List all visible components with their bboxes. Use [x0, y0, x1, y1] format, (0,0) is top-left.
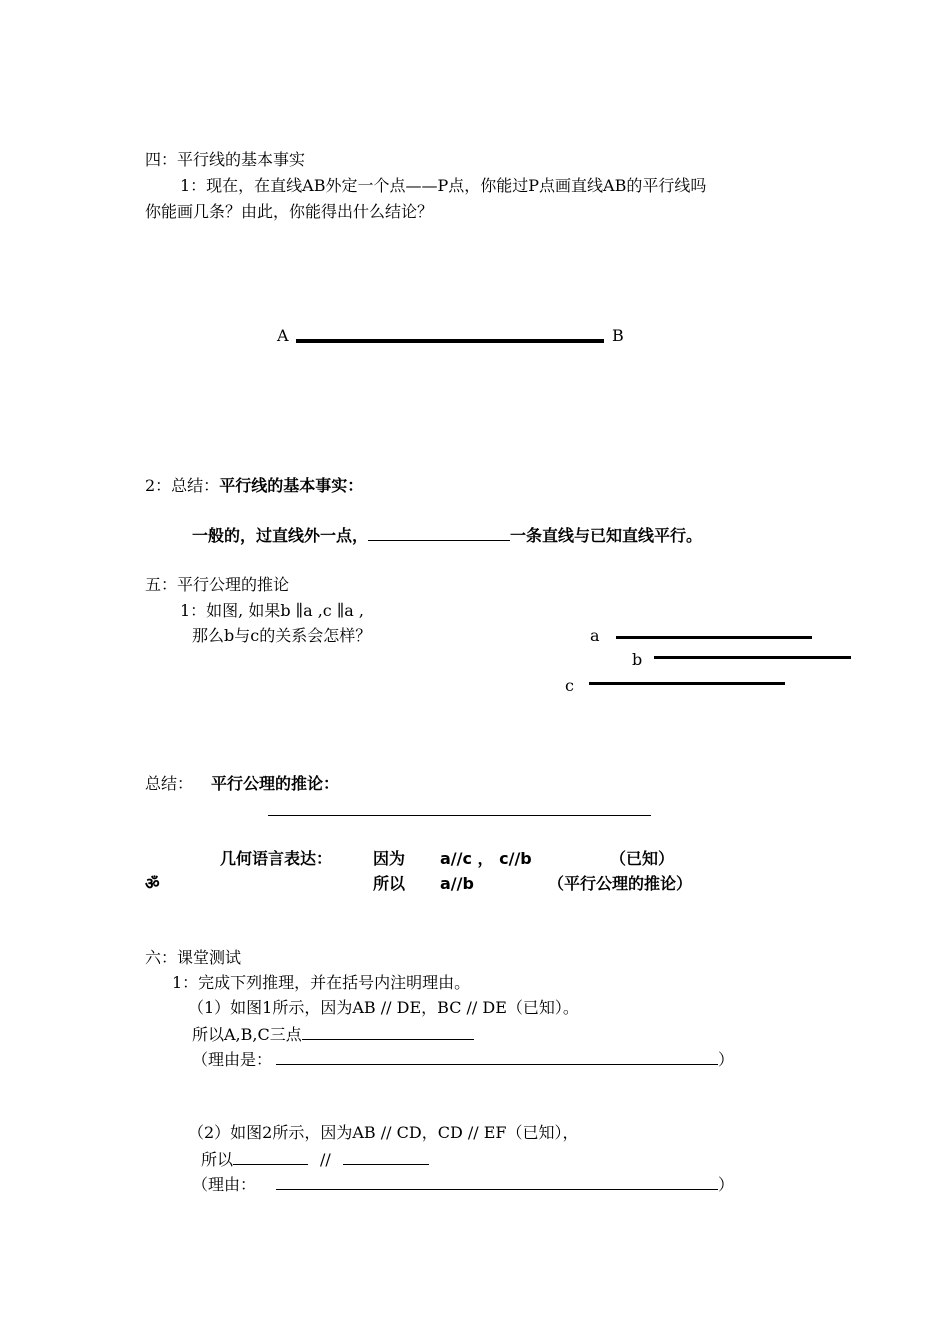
section4-question-line1: 1：现在，在直线AB外定一个点——P点，你能过P点画直线AB的平行线吗: [180, 176, 707, 195]
statement-blank[interactable]: [368, 524, 510, 541]
problem1-reason-open: （理由是：: [192, 1050, 273, 1069]
corollary-reason: （平行公理的推论）: [548, 874, 693, 893]
problem1-so-text: 所以A,B,C三点: [192, 1025, 302, 1044]
section5-question-line2: 那么b与c的关系会怎样？: [192, 626, 372, 645]
line-ab: [296, 339, 604, 343]
problem2-reason: [192, 1173, 734, 1195]
geo-language-label: 几何语言表达：: [220, 849, 333, 868]
point-label-a: A: [277, 326, 289, 345]
section4-title: 四：平行线的基本事实: [145, 150, 306, 169]
known-reason: （已知）: [610, 849, 675, 868]
line-label-a: a: [590, 626, 600, 645]
section5-summary: [145, 774, 339, 794]
problem1-line1: （1）如图1所示，因为AB // DE，BC // DE（已知）。: [188, 998, 579, 1017]
section4-question-line2: 你能画几条？由此，你能得出什么结论？: [145, 202, 434, 221]
because-expression: a//c ， c//b: [440, 849, 532, 868]
therefore-expression: a//b: [440, 874, 474, 893]
section5-title: 五：平行公理的推论: [145, 575, 290, 594]
therefore-word: 所以: [373, 874, 406, 893]
problem2-reason-close: ）: [718, 1175, 735, 1194]
basic-fact-statement: [192, 524, 702, 546]
point-label-b: B: [612, 326, 624, 345]
summary-bold: 平行线的基本事实：: [219, 476, 364, 495]
summary5-prefix: 总结：: [145, 774, 194, 793]
line-c: [589, 682, 785, 685]
corollary-answer-blank[interactable]: [268, 815, 651, 816]
because-word: 因为: [373, 849, 406, 868]
summary-prefix: 2：总结：: [145, 476, 220, 495]
problem1-reason-blank[interactable]: [276, 1048, 718, 1065]
problem2-parallel-symbol: //: [320, 1150, 331, 1169]
line-label-b: b: [632, 650, 643, 669]
section4-summary: [145, 476, 363, 496]
problem2-blank-right[interactable]: [343, 1148, 429, 1165]
problem2-line1: （2）如图2所示，因为AB // CD，CD // EF（已知），: [188, 1123, 579, 1142]
statement-before: 一般的，过直线外一点，: [192, 526, 369, 545]
section5-question-line1: 1：如图, 如果b ∥a ,c ∥a ,: [180, 601, 364, 620]
line-a: [616, 636, 812, 639]
summary5-bold: 平行公理的推论：: [211, 774, 340, 793]
problem2-reason-blank[interactable]: [276, 1173, 718, 1190]
om-symbol: ॐ: [145, 874, 160, 893]
section6-question: 1：完成下列推理，并在括号内注明理由。: [172, 973, 471, 992]
problem1-reason-close: ）: [718, 1050, 735, 1069]
problem2-reason-open: （理由：: [192, 1175, 257, 1194]
section6-title: 六：课堂测试: [145, 948, 242, 967]
problem2-so-text: 所以: [201, 1150, 234, 1169]
statement-after: 一条直线与已知直线平行。: [510, 526, 703, 545]
problem1-reason: [192, 1048, 734, 1070]
problem2-line2: [201, 1148, 429, 1170]
line-b: [654, 656, 851, 659]
line-label-c: c: [565, 676, 574, 695]
problem2-blank-left[interactable]: [233, 1148, 308, 1165]
problem1-answer-blank[interactable]: [302, 1023, 474, 1040]
problem1-line2: [192, 1023, 474, 1045]
